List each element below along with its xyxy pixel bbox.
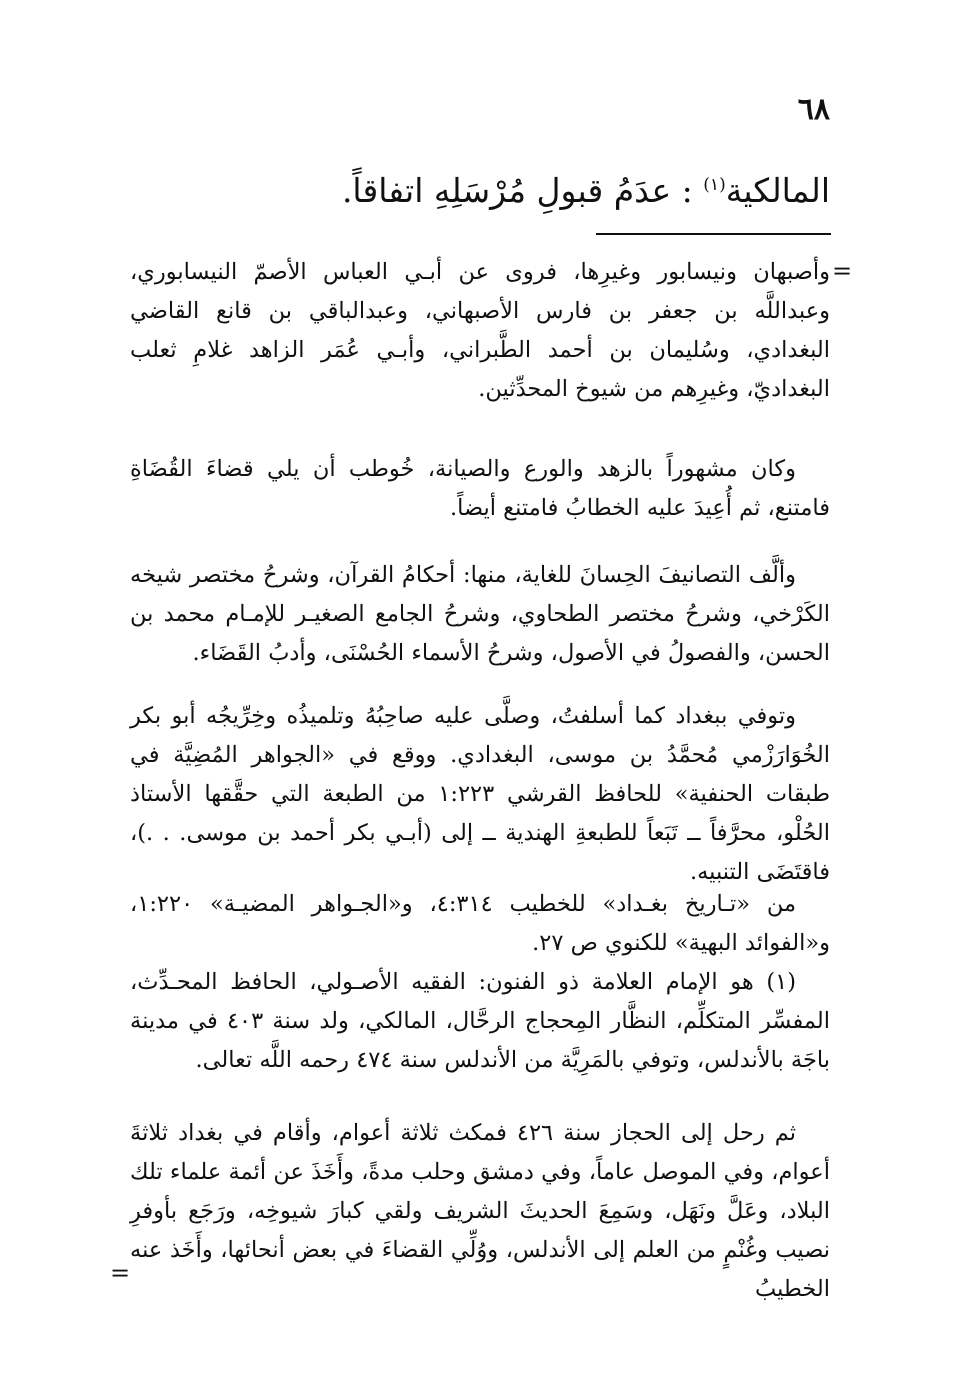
section-heading (130, 160, 830, 216)
footnote-text: وأصبهان ونيسابور وغيرِها، فروى عن أبـي العباس الأصمّ النيسابوري، وعبداللَّه بن جعفر بن فارس الأصبهاني، وعبدالباقي بن قانع القاضي البغدادي، وسُليمان بن أحمد الطَّبراني، وأبـي عُمَر الزاهد غلامِ ثعلب البغداديّ، وغيرِهم من شيوخ المحدِّثين. (130, 259, 830, 402)
page-number: ٦٨ (797, 92, 830, 127)
footnote-1-continued (130, 1114, 830, 1309)
footnote-sources (130, 885, 830, 963)
footnote-text: ثم رحل إلى الحجاز سنة ٤٢٦ فمكث ثلاثة أعوام، وأقام في بغداد ثلاثةَ أعوام، وفي الموصل عاماً، وفي دمشق وحلب مدةً، وأَخَذَ عن أئمة علماء تلك البلاد، وعَلَّ ونَهَل، وسَمِعَ الحديثَ الشريف ولقي كبارَ شيوخِه، ورَجَع بأوفرِ نصيب وغُنْمٍ من العلم إلى الأندلس، ووُلِّي القضاءَ في بعض أنحائها، وأَخَذ عنه الخطيبُ (130, 1120, 830, 1302)
footnote-paragraph-3 (130, 556, 830, 673)
footnote-paragraph-2 (130, 450, 830, 528)
footnote-separator (596, 233, 831, 235)
footnote-1 (130, 963, 830, 1080)
continuation-mark-end: = (110, 1259, 131, 1287)
footnote-text: (١) هو الإمام العلامة ذو الفنون: الفقيه الأصـولي، الحافظ المحـدِّث، المفسِّر المتكلِّم، النظَّار المِحجاج الرحَّال، المالكي، ولد سنة ٤٠٣ في مدينة باجَة بالأندلس، وتوفي بالمَرِيَّة من الأندلس سنة ٤٧٤ رحمه اللَّه تعالى. (130, 969, 830, 1073)
heading-text: المالكية (725, 171, 830, 210)
footnote-ref: (١) (703, 175, 726, 195)
footnote-paragraph-1 (130, 253, 830, 409)
footnote-text: وكان مشهوراً بالزهد والورع والصيانة، خُوطب أن يلي قضاءَ القُضَاةِ فامتنع، ثم أُعِيدَ عليه الخطابُ فامتنع أيضاً. (130, 456, 830, 521)
continuation-mark-start: = (832, 257, 853, 285)
footnote-text: من «تـاريخ بغـداد» للخطيب ٤:٣١٤، و«الجـواهر المضيـة» ١:٢٢٠، و«الفوائد البهية» للكنوي ص ٢٧. (130, 891, 830, 956)
footnote-paragraph-4 (130, 697, 830, 892)
footnote-text: وتوفي ببغداد كما أسلفتُ، وصلَّى عليه صاحِبُهُ وتلميذُه وخِرِّيجُه أبو بكر الخُوَارَزْمي مُحمَّدُ بن موسى، البغدادي. ووقع في «الجواهر المُضِيَّة في طبقات الحنفية» للحافظ القرشي ١:٢٢٣ من الطبعة التي حقَّقها الأستاذ الحُلْو، محرَّفاً ــ تَبَعاً للطبعةِ الهندية ــ إلى (أبـي بكر أحمد بن موسى. . .)، فاقتَضَى التنبيه. (130, 703, 830, 885)
footnote-text: وألَّف التصانيفَ الحِسانَ للغاية، منها: أحكامُ القرآن، وشرحُ مختصر شيخه الكَرْخي، وشرحُ مختصر الطحاوي، وشرحُ الجامع الصغيـر للإمـام محمد بن الحسن، والفصولُ في الأصول، وشرحُ الأسماء الحُسْنَى، وأدبُ القَضَاء. (130, 562, 830, 666)
heading-rest: : عدَمُ قبولِ مُرْسَلِهِ اتفاقاً. (341, 171, 704, 210)
